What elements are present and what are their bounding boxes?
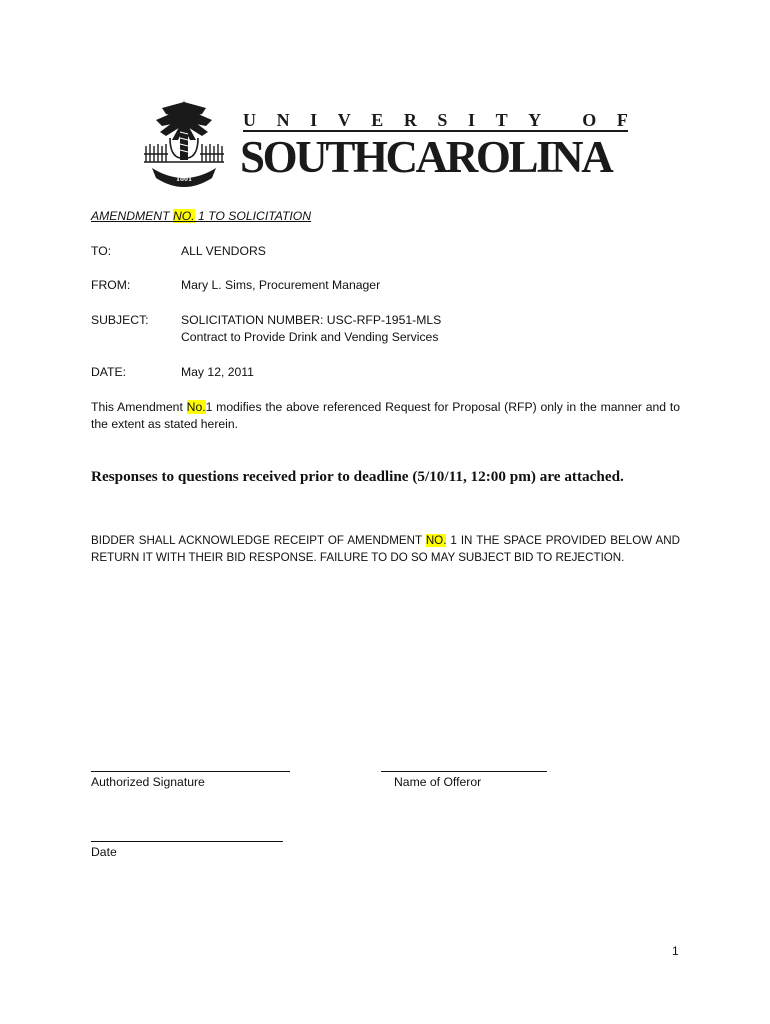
date-value: May 12, 2011 (181, 365, 254, 379)
authorized-signature-label: Authorized Signature (91, 775, 205, 789)
heading-suffix: 1 TO SOLICITATION (194, 209, 312, 223)
intro-number-highlight: No. (186, 400, 206, 414)
offeror-name-line (381, 771, 547, 772)
wordmark-letter: S (437, 110, 448, 130)
acknowledge-suffix: 1 IN THE SPACE PROVIDED BELOW AND RETURN IT WITH THEIR BID RESPONSE. FAILURE TO DO SO MAY SUBJECT BID TO REJECTION. (91, 534, 681, 564)
subject-line-2: Contract to Provide Drink and Vending Services (181, 330, 439, 344)
from-value: Mary L. Sims, Procurement Manager (181, 278, 381, 292)
usc-seal-logo (140, 92, 228, 190)
intro-prefix: This Amendment (91, 400, 187, 414)
date-signature-line (91, 841, 283, 842)
amendment-heading (91, 208, 311, 225)
wordmark-letter: I (310, 110, 318, 130)
heading-prefix: AMENDMENT (91, 209, 173, 223)
to-label: TO: (91, 244, 112, 258)
wordmark-letter: O (582, 110, 597, 130)
wordmark-letter: U (243, 110, 256, 130)
authorized-signature-line (91, 771, 290, 772)
date-label: DATE: (91, 365, 126, 379)
acknowledge-prefix: BIDDER SHALL ACKNOWLEDGE RECEIPT OF AMENDMENT (91, 534, 426, 547)
intro-suffix: 1 modifies the above referenced Request for Proposal (RFP) only in the manner and to the extent as stated herein. (91, 400, 680, 431)
wordmark-letter: I (467, 110, 475, 130)
to-value: ALL VENDORS (181, 244, 266, 258)
university-of-wordmark (243, 110, 628, 131)
acknowledge-paragraph (91, 532, 680, 566)
acknowledge-number-highlight: NO. (425, 534, 447, 547)
wordmark-letter: F (616, 110, 628, 130)
from-label: FROM: (91, 278, 131, 292)
wordmark-letter: N (276, 110, 290, 130)
subject-line-1: SOLICITATION NUMBER: USC-RFP-1951-MLS (181, 313, 442, 327)
wordmark-letter: R (403, 110, 417, 130)
responses-statement: Responses to questions received prior to deadline (5/10/11, 12:00 pm) are attached. (91, 468, 624, 485)
wordmark-letter: Y (528, 110, 542, 130)
wordmark-letter: E (371, 110, 384, 130)
page-number: 1 (672, 944, 679, 958)
heading-number-highlight: NO. (172, 209, 195, 223)
subject-label: SUBJECT: (91, 313, 149, 327)
wordmark-letter: V (337, 110, 351, 130)
date-signature-label: Date (91, 845, 117, 859)
seal-year: 1801 (176, 174, 192, 183)
south-carolina-wordmark: SOUTHCAROLINA (240, 132, 612, 182)
intro-paragraph (91, 399, 680, 433)
offeror-name-label: Name of Offeror (394, 775, 482, 789)
wordmark-letter: T (495, 110, 508, 130)
